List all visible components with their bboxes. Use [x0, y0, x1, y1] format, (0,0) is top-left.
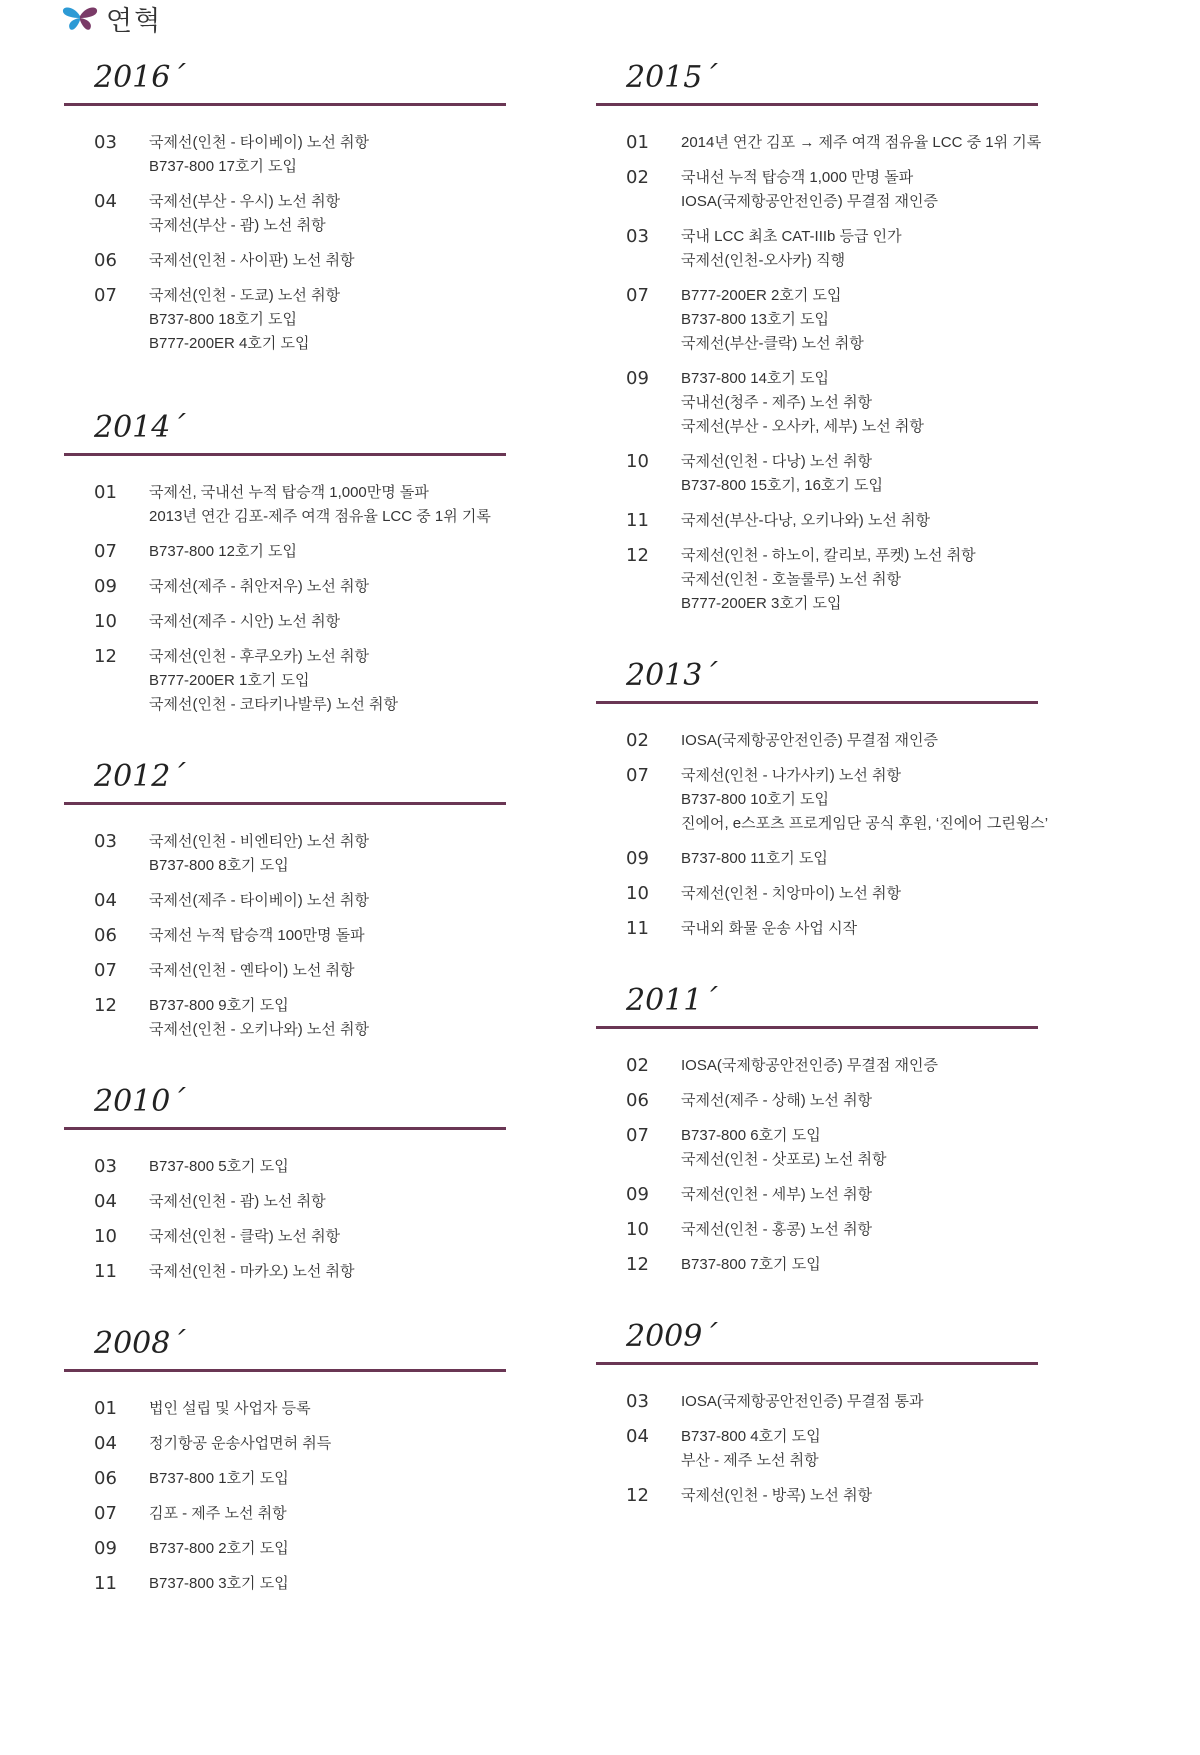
entry-details	[681, 450, 1041, 498]
timeline-entry	[64, 645, 509, 717]
entry-line: IOSA(국제항공안전인증) 무결점 통과	[681, 1393, 924, 1410]
timeline-entry	[64, 1260, 509, 1284]
timeline-entry	[64, 249, 509, 273]
entry-details	[149, 1397, 509, 1421]
entry-month: 01	[626, 132, 649, 153]
entry-details	[681, 166, 1041, 214]
entry-month: 10	[626, 451, 649, 472]
year-divider	[596, 103, 1038, 106]
entry-line: B737-800 4호기 도입	[681, 1428, 821, 1445]
entry-details	[681, 729, 1041, 753]
entry-details	[149, 1572, 509, 1596]
entry-details	[681, 847, 1041, 871]
timeline-entry	[596, 166, 1041, 214]
entry-month: 09	[626, 1184, 649, 1205]
entry-month: 04	[94, 890, 117, 911]
year-section	[596, 1317, 1041, 1508]
entry-line: 국내선(청주 - 제주) 노선 취항	[681, 394, 873, 411]
entry-month: 01	[94, 482, 117, 503]
entry-details	[681, 1484, 1041, 1508]
entry-line: 국제선, 국내선 누적 탑승객 1,000만명 돌파	[149, 484, 429, 501]
entry-details	[681, 882, 1041, 906]
entry-line: 국제선(인천 - 하노이, 칼리보, 푸켓) 노선 취항	[681, 547, 976, 564]
year-divider	[64, 1369, 506, 1372]
entry-line: 국제선(제주 - 상해) 노선 취항	[681, 1092, 873, 1109]
entry-details	[681, 1124, 1041, 1172]
entry-line: 국제선(인천-오사카) 직행	[681, 252, 846, 269]
entry-month: 06	[94, 1468, 117, 1489]
year-divider	[64, 1127, 506, 1130]
entry-details	[149, 1537, 509, 1561]
entry-details	[149, 190, 509, 238]
entry-line: B737-800 14호기 도입	[681, 370, 830, 387]
entry-line: B737-800 12호기 도입	[149, 543, 298, 560]
entry-line: 부산 - 제주 노선 취항	[681, 1452, 819, 1469]
timeline-entry	[596, 847, 1041, 871]
entry-line: 국제선(인천 - 마카오) 노선 취항	[149, 1263, 355, 1280]
entry-month: 11	[626, 510, 649, 531]
entry-line: B737-800 3호기 도입	[149, 1575, 289, 1592]
year-section	[64, 757, 509, 1042]
entry-details	[149, 131, 509, 179]
entry-line: B737-800 17호기 도입	[149, 158, 298, 175]
entry-details	[149, 1467, 509, 1491]
timeline-entry	[64, 959, 509, 983]
entry-month: 10	[626, 883, 649, 904]
year-heading: 2009´	[626, 1319, 718, 1354]
entry-month: 09	[626, 368, 649, 389]
timeline-entry	[64, 610, 509, 634]
entry-month: 12	[626, 1254, 649, 1275]
entry-month: 03	[626, 1391, 649, 1412]
page-title: 연혁	[106, 5, 163, 37]
entry-line: 국제선(제주 - 취안저우) 노선 취항	[149, 578, 370, 595]
timeline-entry	[64, 889, 509, 913]
entry-line: IOSA(국제항공안전인증) 무결점 재인증	[681, 193, 939, 210]
year-section	[64, 1324, 509, 1596]
year-heading: 2011´	[626, 983, 718, 1018]
entry-line: B737-800 15호기, 16호기 도입	[681, 477, 884, 494]
entry-line: 국제선(인천 - 세부) 노선 취항	[681, 1186, 873, 1203]
entry-line: 국제선(인천 - 방콕) 노선 취항	[681, 1487, 873, 1504]
entry-line: 국제선(제주 - 시안) 노선 취항	[149, 613, 341, 630]
entry-line: B737-800 10호기 도입	[681, 791, 830, 808]
entry-line: B737-800 13호기 도입	[681, 311, 830, 328]
entry-month: 09	[94, 576, 117, 597]
entry-month: 03	[94, 831, 117, 852]
entry-line: B777-200ER 4호기 도입	[149, 335, 310, 352]
entry-line: B737-800 8호기 도입	[149, 857, 289, 874]
entry-details	[149, 1155, 509, 1179]
year-section	[596, 981, 1041, 1277]
entry-details	[149, 1225, 509, 1249]
year-divider	[596, 1026, 1038, 1029]
entry-details	[149, 284, 509, 356]
entry-month: 12	[626, 1485, 649, 1506]
entry-line: 국제선(부산 - 오사카, 세부) 노선 취항	[681, 418, 924, 435]
timeline-entry	[596, 225, 1041, 273]
entry-details	[149, 610, 509, 634]
year-divider	[596, 1362, 1038, 1365]
timeline-entry	[596, 882, 1041, 906]
timeline-entry	[64, 575, 509, 599]
entry-month: 02	[626, 167, 649, 188]
entry-month: 07	[626, 765, 649, 786]
entry-details	[681, 1089, 1041, 1113]
entry-month: 10	[94, 1226, 117, 1247]
timeline-entry	[64, 924, 509, 948]
entry-details	[681, 544, 1041, 616]
entry-details	[681, 917, 1041, 941]
entry-line: B737-800 11호기 도입	[681, 850, 828, 867]
timeline-entry	[64, 1467, 509, 1491]
entry-details	[681, 1425, 1041, 1473]
timeline-entry	[596, 450, 1041, 498]
entry-line: 국제선(인천 - 괌) 노선 취항	[149, 1193, 326, 1210]
timeline-entry	[596, 1390, 1041, 1414]
entry-line: 국제선(인천 - 나가사키) 노선 취항	[681, 767, 902, 784]
entry-line: 국제선(인천 - 코타키나발루) 노선 취항	[149, 696, 399, 713]
entry-line: 국제선(부산 - 우시) 노선 취항	[149, 193, 341, 210]
timeline-entry	[64, 994, 509, 1042]
entry-details	[149, 889, 509, 913]
timeline-entry	[596, 729, 1041, 753]
entry-line: B737-800 5호기 도입	[149, 1158, 289, 1175]
entry-month: 03	[626, 226, 649, 247]
entry-line: 국제선(인천 - 클락) 노선 취항	[149, 1228, 341, 1245]
entry-month: 04	[94, 1433, 117, 1454]
timeline-entry	[64, 481, 509, 529]
year-heading: 2008´	[94, 1326, 186, 1361]
timeline-entry	[596, 1054, 1041, 1078]
year-heading: 2010´	[94, 1084, 186, 1119]
entry-line: 국제선(부산 - 괌) 노선 취항	[149, 217, 326, 234]
entry-line: 국제선(제주 - 타이베이) 노선 취항	[149, 892, 370, 909]
timeline-entry	[596, 544, 1041, 616]
entry-line: 진에어, e스포츠 프로게임단 공식 후원, ‘진에어 그린윙스’	[681, 815, 1049, 832]
timeline-entry	[64, 131, 509, 179]
entry-details	[681, 131, 1041, 155]
entry-line: B777-200ER 2호기 도입	[681, 287, 842, 304]
entry-details	[681, 367, 1041, 439]
entry-month: 04	[626, 1426, 649, 1447]
entry-line: 국제선(인천 - 홍콩) 노선 취항	[681, 1221, 873, 1238]
entry-month: 10	[94, 611, 117, 632]
entry-details	[681, 1183, 1041, 1207]
entry-details	[149, 1190, 509, 1214]
entry-line: 국제선(인천 - 비엔티안) 노선 취항	[149, 833, 370, 850]
entry-line: 국제선(부산-클락) 노선 취항	[681, 335, 864, 352]
entry-details	[149, 1502, 509, 1526]
entry-month: 07	[626, 1125, 649, 1146]
entry-line: 국내외 화물 운송 사업 시작	[681, 920, 858, 937]
entry-line: 국제선(인천 - 도쿄) 노선 취항	[149, 287, 341, 304]
timeline-entry	[64, 1537, 509, 1561]
entry-line: 국제선(인천 - 후쿠오카) 노선 취항	[149, 648, 370, 665]
entry-month: 07	[94, 960, 117, 981]
entry-line: 2013년 연간 김포-제주 여객 점유율 LCC 중 1위 기록	[149, 508, 491, 525]
timeline-entry	[64, 1225, 509, 1249]
entry-details	[149, 575, 509, 599]
timeline-entry	[596, 1183, 1041, 1207]
entry-details	[149, 540, 509, 564]
timeline-entry	[596, 917, 1041, 941]
timeline-entry	[64, 1432, 509, 1456]
year-section	[596, 656, 1049, 941]
entry-month: 06	[626, 1090, 649, 1111]
timeline-entry	[64, 1397, 509, 1421]
year-divider	[596, 701, 1038, 704]
entry-month: 07	[94, 541, 117, 562]
entry-line: B737-800 9호기 도입	[149, 997, 289, 1014]
timeline-left-column	[64, 58, 509, 1607]
entry-line: 국내선 누적 탑승객 1,000 만명 돌파	[681, 169, 914, 186]
entry-line: IOSA(국제항공안전인증) 무결점 재인증	[681, 732, 939, 749]
entry-month: 03	[94, 132, 117, 153]
entry-line: B737-800 7호기 도입	[681, 1256, 821, 1273]
entry-details	[149, 645, 509, 717]
entry-month: 07	[94, 285, 117, 306]
year-section	[64, 408, 509, 717]
entry-month: 11	[626, 918, 649, 939]
entry-line: 국제선 누적 탑승객 100만명 돌파	[149, 927, 365, 944]
timeline-entry	[596, 1089, 1041, 1113]
entry-line: 국제선(인천 - 삿포로) 노선 취항	[681, 1151, 887, 1168]
entry-month: 11	[94, 1261, 117, 1282]
entry-line: 국제선(인천 - 오키나와) 노선 취항	[149, 1021, 370, 1038]
year-section	[596, 58, 1041, 616]
entry-line: B737-800 2호기 도입	[149, 1540, 289, 1557]
year-divider	[64, 103, 506, 106]
year-heading: 2013´	[626, 658, 718, 693]
timeline-entry	[596, 284, 1041, 356]
entry-line: 2014년 연간 김포 → 제주 여객 점유율 LCC 중 1위 기록	[681, 134, 1042, 151]
entry-line: 국제선(부산-다낭, 오키나와) 노선 취항	[681, 512, 931, 529]
entry-line: B737-800 18호기 도입	[149, 311, 298, 328]
year-heading: 2016´	[94, 60, 186, 95]
entry-details	[681, 225, 1041, 273]
entry-line: 정기항공 운송사업면허 취득	[149, 1435, 332, 1452]
year-section	[64, 1082, 509, 1284]
entry-month: 11	[94, 1573, 117, 1594]
entry-line: 국제선(인천 - 치앙마이) 노선 취항	[681, 885, 902, 902]
timeline-entry	[64, 540, 509, 564]
entry-month: 01	[94, 1398, 117, 1419]
entry-details	[681, 284, 1041, 356]
timeline-entry	[596, 1218, 1041, 1242]
entry-details	[681, 509, 1041, 533]
timeline-entry	[64, 1155, 509, 1179]
timeline-entry	[596, 131, 1041, 155]
timeline-entry	[64, 830, 509, 878]
year-heading: 2014´	[94, 410, 186, 445]
entry-details	[149, 924, 509, 948]
entry-line: 국제선(인천 - 호놀룰루) 노선 취항	[681, 571, 902, 588]
year-section	[64, 58, 509, 356]
page-header	[62, 0, 162, 36]
year-divider	[64, 453, 506, 456]
entry-month: 12	[94, 646, 117, 667]
entry-line: 김포 - 제주 노선 취항	[149, 1505, 287, 1522]
entry-month: 04	[94, 191, 117, 212]
timeline-entry	[596, 509, 1041, 533]
entry-line: 국제선(인천 - 타이베이) 노선 취항	[149, 134, 370, 151]
entry-month: 06	[94, 925, 117, 946]
year-heading: 2015´	[626, 60, 718, 95]
timeline-entry	[596, 1253, 1041, 1277]
entry-month: 10	[626, 1219, 649, 1240]
entry-month: 09	[626, 848, 649, 869]
entry-line: 법인 설립 및 사업자 등록	[149, 1400, 311, 1417]
entry-details	[149, 1432, 509, 1456]
butterfly-logo-icon	[62, 4, 98, 32]
entry-line: 국제선(인천 - 옌타이) 노선 취항	[149, 962, 355, 979]
entry-line: 국제선(인천 - 다낭) 노선 취항	[681, 453, 873, 470]
entry-details	[681, 1054, 1041, 1078]
entry-month: 09	[94, 1538, 117, 1559]
timeline-entry	[596, 1124, 1041, 1172]
entry-details	[681, 1218, 1041, 1242]
entry-details	[149, 249, 509, 273]
entry-line: IOSA(국제항공안전인증) 무결점 재인증	[681, 1057, 939, 1074]
timeline-entry	[596, 764, 1049, 836]
timeline-entry	[596, 367, 1041, 439]
timeline-entry	[64, 1502, 509, 1526]
entry-details	[681, 1390, 1041, 1414]
entry-details	[149, 959, 509, 983]
entry-month: 06	[94, 250, 117, 271]
entry-month: 02	[626, 730, 649, 751]
timeline-entry	[64, 1190, 509, 1214]
year-heading: 2012´	[94, 759, 186, 794]
entry-line: B777-200ER 1호기 도입	[149, 672, 310, 689]
entry-month: 12	[94, 995, 117, 1016]
entry-line: B737-800 6호기 도입	[681, 1127, 821, 1144]
entry-details	[149, 1260, 509, 1284]
entry-line: 국내 LCC 최초 CAT-IIIb 등급 인가	[681, 228, 902, 245]
timeline-entry	[64, 284, 509, 356]
timeline-entry	[64, 1572, 509, 1596]
timeline-entry	[64, 190, 509, 238]
timeline-entry	[596, 1425, 1041, 1473]
entry-details	[681, 764, 1048, 836]
entry-details	[149, 481, 509, 529]
entry-month: 07	[94, 1503, 117, 1524]
entry-details	[149, 994, 509, 1042]
year-divider	[64, 802, 506, 805]
timeline-entry	[596, 1484, 1041, 1508]
entry-month: 03	[94, 1156, 117, 1177]
entry-month: 12	[626, 545, 649, 566]
entry-month: 04	[94, 1191, 117, 1212]
entry-line: B777-200ER 3호기 도입	[681, 595, 842, 612]
entry-month: 07	[626, 285, 649, 306]
entry-details	[149, 830, 509, 878]
entry-line: B737-800 1호기 도입	[149, 1470, 289, 1487]
entry-line: 국제선(인천 - 사이판) 노선 취항	[149, 252, 355, 269]
timeline-right-column	[596, 58, 1049, 1519]
entry-month: 02	[626, 1055, 649, 1076]
entry-details	[681, 1253, 1041, 1277]
